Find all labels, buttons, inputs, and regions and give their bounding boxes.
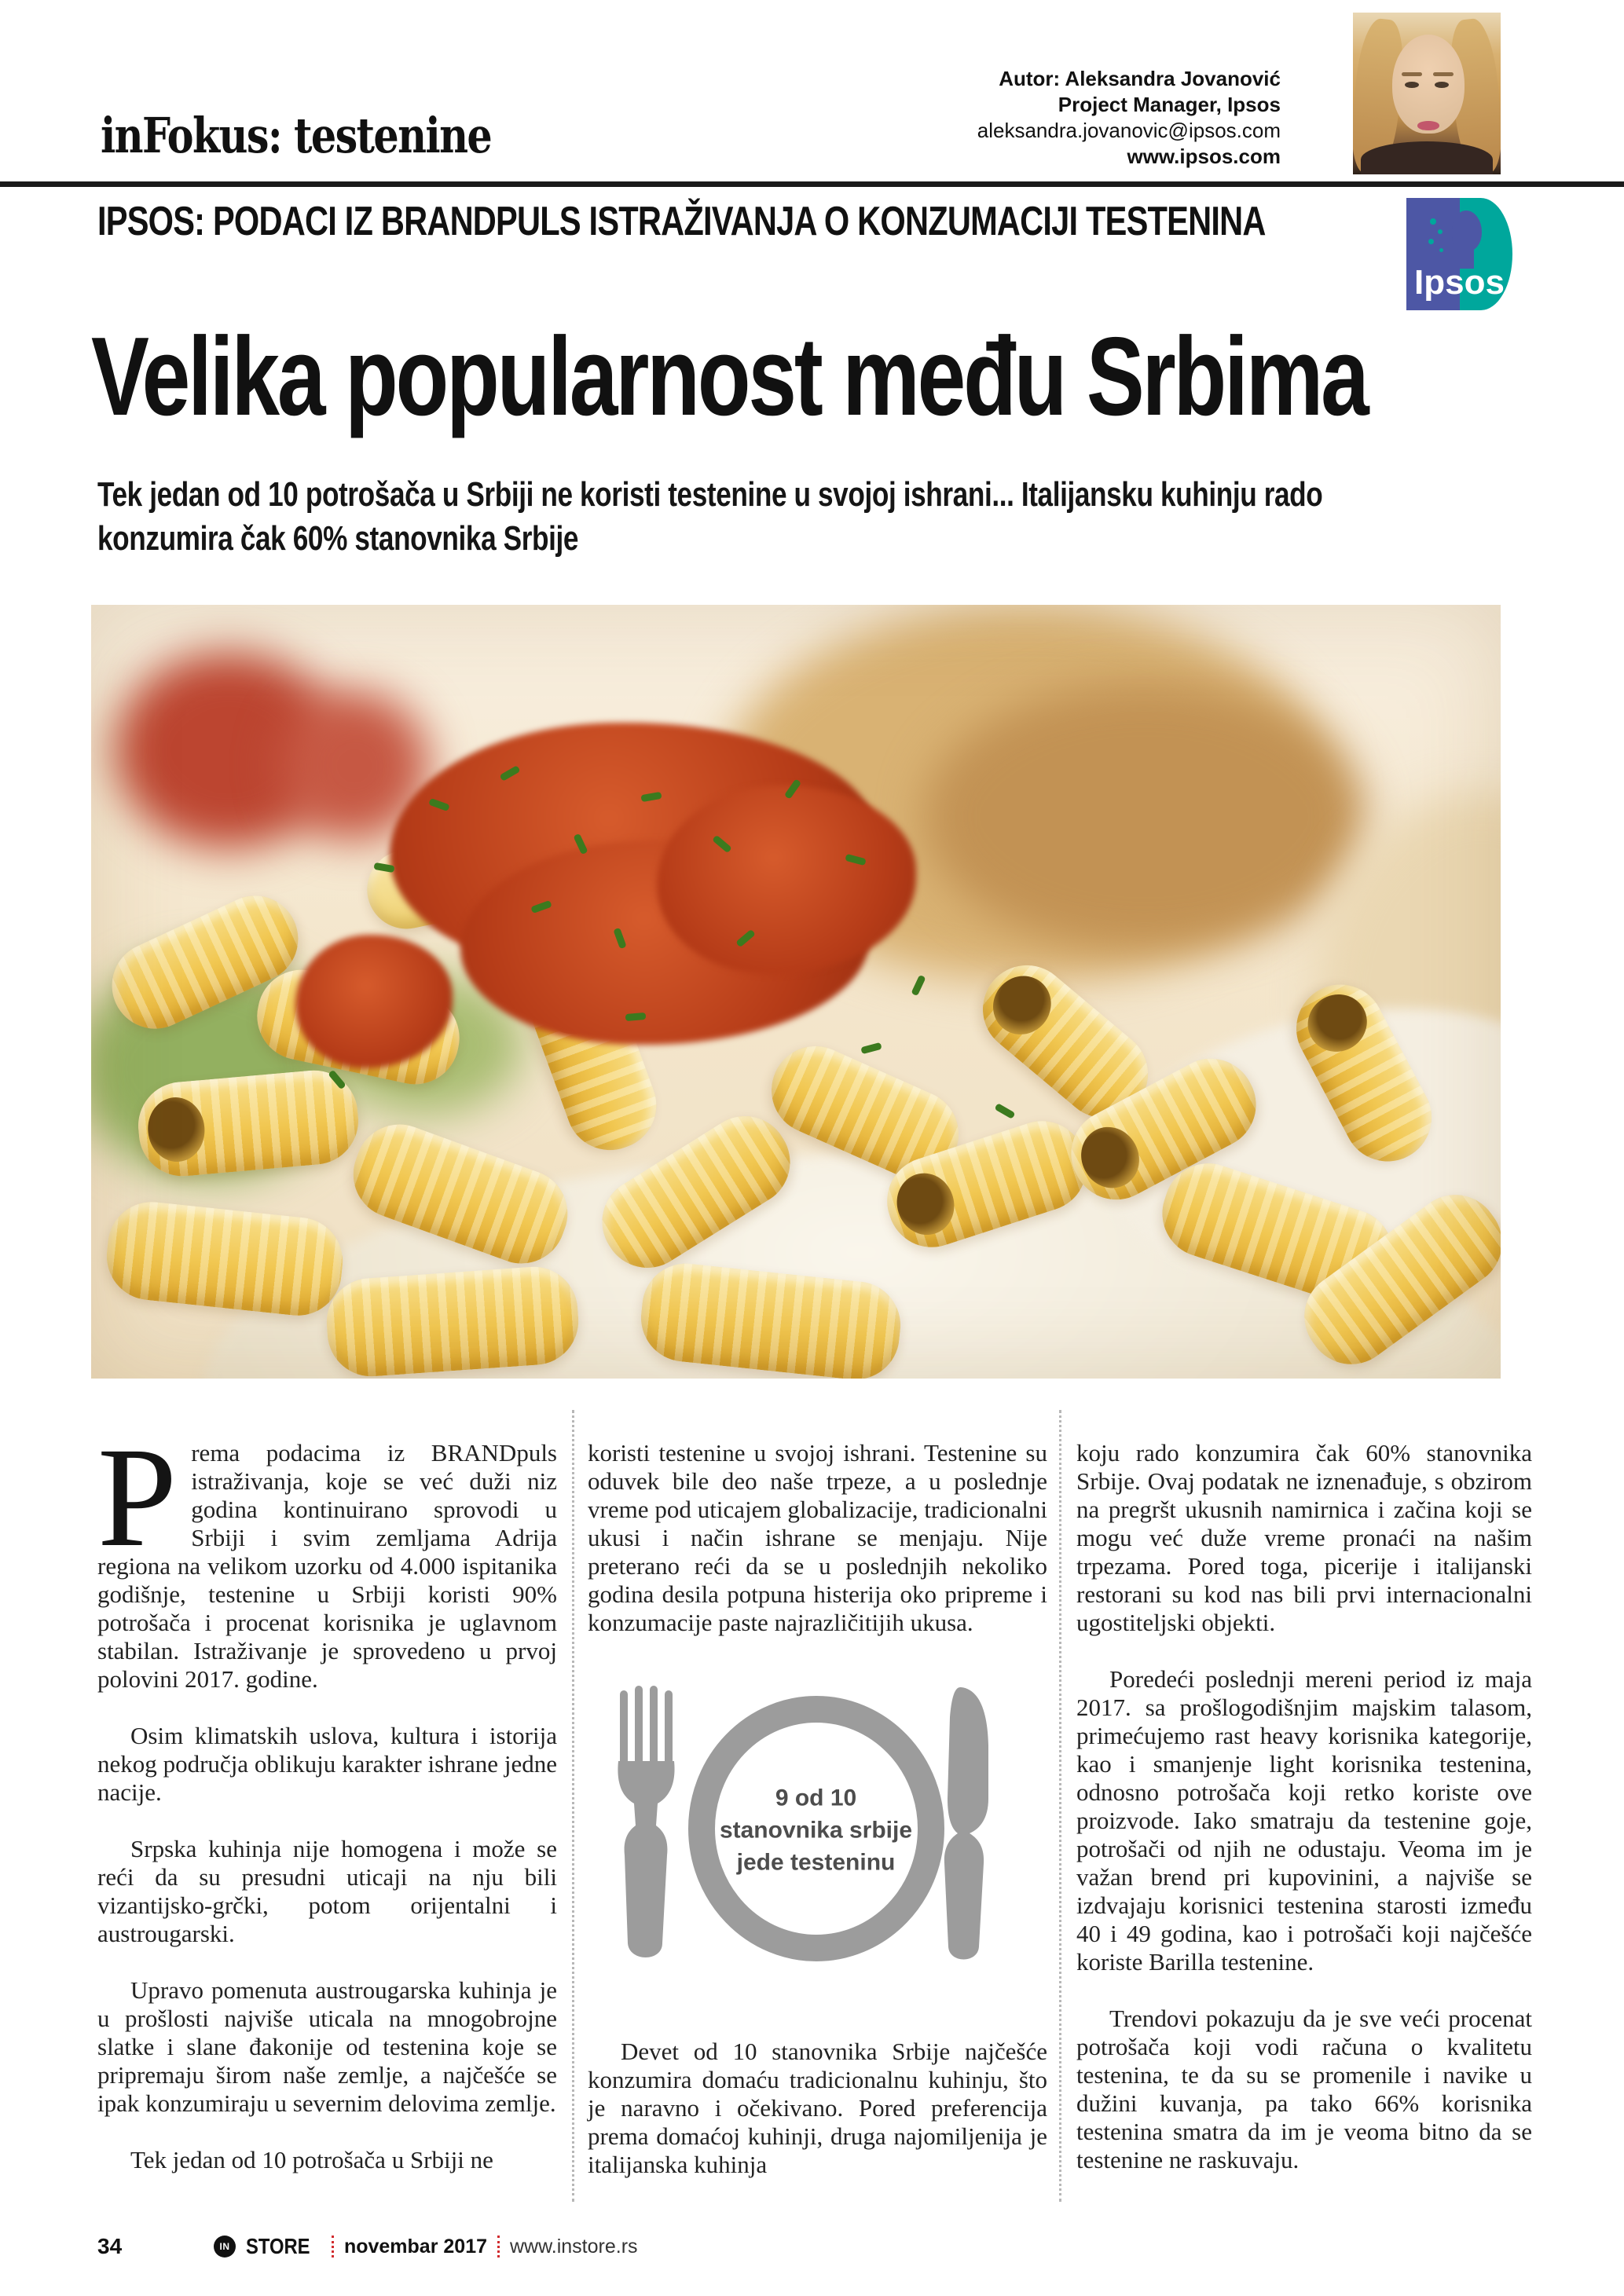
paragraph: Srpska kuhinja nije homogena i može se reći da su presudni uticaji na nju bili vizantijsko-grčki, potom orijentalni i austrougarski.: [97, 1835, 557, 1947]
pasta-tube: [965, 947, 1166, 1136]
portrait-brow: [1433, 72, 1454, 76]
leaf-blob: [327, 974, 523, 1115]
article-column-3: [1076, 1439, 1532, 2174]
tomato-blob: [115, 652, 343, 848]
section-label: inFokus: testenine: [101, 107, 492, 164]
chive-speck: [625, 1013, 647, 1021]
paragraph: Tek jedan od 10 potrošača u Srbiji ne: [130, 2146, 493, 2173]
subhead-line: Tek jedan od 10 potrošača u Srbiji ne koristi testenine u svojoj ishrani... Italijansku kuhinju rado: [97, 475, 1323, 514]
chive-speck: [735, 929, 756, 948]
tomato-sauce: [295, 935, 453, 1068]
chive-speck: [845, 854, 866, 866]
ipsos-dot: [1430, 218, 1436, 225]
footer-website: www.instore.rs: [510, 2235, 638, 2258]
pasta-tube: [324, 1264, 581, 1379]
leaf-blob: [91, 958, 343, 1178]
ipsos-dot: [1438, 229, 1443, 234]
infographic-caption: [691, 1782, 942, 1879]
chive-speck: [712, 835, 732, 854]
bread-blob: [924, 683, 1364, 950]
chive-speck: [994, 1103, 1015, 1119]
author-email: aleksandra.jovanovic@ipsos.com: [977, 119, 1281, 142]
article-column-2: [588, 1439, 1047, 2179]
instore-logo-text: STORE: [246, 2234, 310, 2258]
pasta-tube: [341, 1112, 580, 1276]
paragraph-text: rema podacima iz BRANDpuls istraživanja, koje se već duži niz godina kontinuirano sprovodi u Srbiji i svim zemljama Adrija regiona na velikom uzorku od 4.000 ispitanika godišnje, testenine u Srbiji koristi 90% potrošača i procenat korisnika je uglavnom stabilan. Istraživanje je sprovedeno u prvoj polovini 2017. godine.: [97, 1439, 557, 1693]
pasta-infographic: [606, 1683, 1030, 1989]
tomato-blob: [280, 691, 429, 840]
pasta-tube: [134, 1067, 361, 1180]
pasta-tube: [1151, 1152, 1404, 1315]
ipsos-head-silhouette-icon: [1441, 211, 1482, 269]
footer-separator: [497, 2236, 500, 2258]
paragraph: Upravo pomenuta austrougarska kuhinja je u prošlosti najviše uticala na mnogobrojne slatke i slane đakonije od testenina koje se pripremaju širom naše zemlje, a najčešće se ipak konzumiraju u severnim delovima zemlje.: [97, 1976, 557, 2117]
pasta-tube: [757, 1032, 973, 1192]
portrait-shoulders: [1361, 141, 1493, 174]
author-name: Autor: Aleksandra Jovanović: [999, 67, 1281, 90]
chive-speck: [860, 1042, 882, 1054]
article-column-1: [97, 1419, 557, 2174]
kicker: IPSOS: PODACI IZ BRANDPULS ISTRAŽIVANJA O KONZUMACIJI TESTENINA: [97, 199, 1266, 244]
article-subhead: [97, 473, 1624, 561]
instore-logo-circle-icon: IN: [214, 2236, 236, 2258]
paragraph: koju rado konzumira čak 60% stanovnika Srbije. Ovaj podatak ne iznenađuje, s obzirom na pregršt ukusnih namirnica i začina koji se mogu već duže vreme pronaći na našim trpezama. Pored toga, picerije i italijanski restorani su kod nas bili prvi internacionalni ugostiteljski objekti.: [1076, 1439, 1532, 1636]
pasta-tube: [1281, 969, 1447, 1177]
pasta-tube: [1287, 1177, 1501, 1379]
issue-date: novembar 2017: [343, 2235, 487, 2258]
author-website: www.ipsos.com: [1127, 145, 1281, 168]
portrait-brow: [1402, 72, 1422, 76]
pasta-tube: [570, 832, 743, 972]
chive-speck: [640, 792, 662, 802]
plate-rim: [1086, 973, 1501, 1313]
page-number: 34: [97, 2234, 123, 2258]
paragraph: Poredeći poslednji mereni period iz maja 2017. sa prošlogodišnjim majskim talasom, primećujemo rast heavy korisnika kategorije, kao i smanjenje light korisnika testenina, odnosno potrošača koji retko koriste ove proizvode. Iako smatraju da testenine goje, potrošači od njih ne odustaju. Veoma im je važan brend pri kupovinini, a najviše se izdvajaju korisnici testenina starosti između 40 i 49 godina, kao i potrošači koji najčešće koriste Barilla testenine.: [1076, 1665, 1532, 1976]
author-photo: [1353, 13, 1501, 174]
subhead-line: konzumira čak 60% stanovnika Srbije: [97, 519, 579, 558]
author-title: Project Manager, Ipsos: [1058, 93, 1281, 116]
tomato-sauce: [657, 785, 916, 974]
article-photo: [91, 605, 1501, 1379]
paragraph: Osim klimatskih uslova, kultura i istorija nekog područja oblikuju karakter ishrane jedne nacije.: [97, 1722, 557, 1806]
header-rule: [0, 181, 1624, 187]
portrait-eye: [1405, 82, 1419, 88]
infographic-line: 9 od 10: [775, 1785, 857, 1811]
chive-speck: [530, 900, 552, 914]
column-divider: [572, 1410, 574, 2202]
chive-speck: [328, 1070, 346, 1090]
article-headline: Velika popularnost među Srbima: [91, 314, 1367, 439]
paragraph: [97, 1419, 557, 1694]
background-blob: [1317, 793, 1501, 1202]
paragraph: koristi testenine u svojoj ishrani. Testenine su oduvek bile deo naše trpeze, a u poslednje vreme pod uticajem globalizacije, tradicionalni ukusi i način ishrane se menjaju. Nije preterano reći da se u poslednjih nekoliko godina desila potpuna histerija oko pripreme i konzumacije paste najrazličitijih ukusa.: [588, 1439, 1047, 1636]
pasta-tube: [360, 823, 545, 936]
ipsos-dot: [1428, 239, 1434, 244]
footer-separator: [332, 2236, 334, 2258]
pasta-tube: [1056, 1043, 1272, 1215]
paragraph: Trendovi pokazuju da je sve veći procenat potrošača koji vodi računa o kvalitetu testenina, te da su se promenile i navike u dužini kuvanja, pa tako 66% korisnika testenina smatra da im je veoma bitno da se testenine ne raskuvaju.: [1076, 2005, 1532, 2173]
chive-speck: [784, 778, 801, 799]
author-block: [977, 66, 1281, 170]
infographic-line: jede testeninu: [736, 1849, 896, 1876]
pasta-tube: [636, 1259, 904, 1379]
chive-speck: [573, 833, 588, 855]
ipsos-logo-text: Ipsos: [1414, 263, 1505, 302]
portrait-eye: [1435, 82, 1449, 88]
ipsos-logo: [1406, 198, 1512, 310]
pasta-tube: [876, 1110, 1098, 1259]
chive-speck: [911, 975, 926, 996]
column-divider: [1059, 1410, 1061, 2202]
fork-icon: [618, 1686, 674, 1957]
chive-speck: [428, 798, 450, 811]
ipsos-dot: [1439, 248, 1443, 252]
dropcap: P: [97, 1419, 178, 1576]
pasta-tube: [585, 1100, 806, 1284]
tomato-sauce: [390, 723, 877, 974]
chive-speck: [373, 862, 394, 873]
chive-speck: [613, 928, 626, 950]
pasta-tube: [97, 881, 312, 1042]
plate: [201, 1155, 1501, 1379]
pasta-tube: [249, 961, 467, 1093]
pasta-tube: [102, 1198, 346, 1320]
pasta-tube: [519, 954, 669, 1163]
portrait-lips: [1417, 121, 1439, 130]
paragraph: Devet od 10 stanovnika Srbije najčešće konzumira domaću tradicionalnu kuhinju, što je naravno i očekivano. Pored preferencija prema domaćoj kuhinji, druga najomiljenija je italijanska kuhinja: [588, 2038, 1047, 2178]
tomato-sauce: [460, 840, 869, 1045]
infographic-line: stanovnika srbije: [719, 1817, 913, 1844]
knife-icon: [944, 1687, 988, 1960]
chive-speck: [499, 765, 520, 782]
portrait-face: [1392, 35, 1465, 134]
footer: [214, 2232, 638, 2261]
bread-blob: [720, 605, 1333, 982]
